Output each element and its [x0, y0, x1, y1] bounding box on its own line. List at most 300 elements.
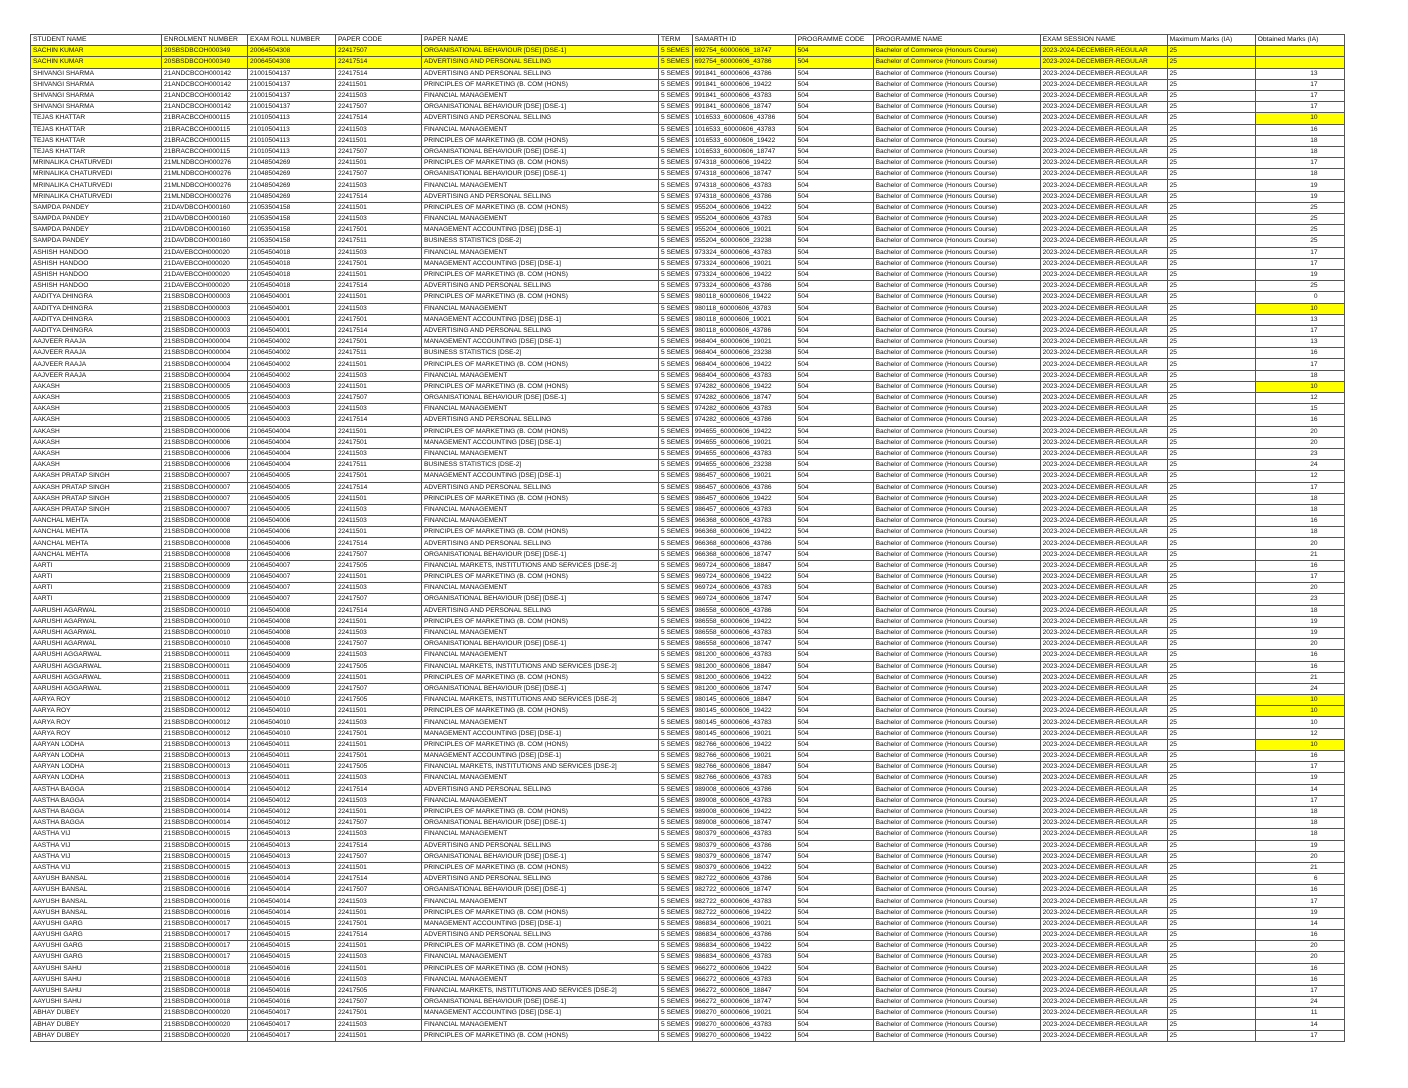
cell-obtained-marks: 17	[1255, 247, 1344, 258]
cell-samarth-id: 974282_60000606_43783	[692, 404, 795, 415]
cell-programme-name: Bachelor of Commerce (Honours Course)	[873, 124, 1040, 135]
cell-exam-roll-number: 21053504158	[248, 214, 336, 225]
cell-samarth-id: 955204_60000606_43783	[692, 214, 795, 225]
cell-enrolment-number: 21SBSDBCOH000012	[162, 695, 248, 706]
cell-paper-name: FINANCIAL MANAGEMENT	[422, 448, 659, 459]
cell-enrolment-number: 21SBSDBCOH000010	[162, 605, 248, 616]
cell-obtained-marks	[1255, 46, 1344, 57]
cell-samarth-id: 692754_60000606_18747	[692, 46, 795, 57]
cell-student-name: TEJAS KHATTAR	[31, 124, 162, 135]
cell-student-name: AAKASH	[31, 404, 162, 415]
cell-enrolment-number: 21SBSDBCOH000006	[162, 426, 248, 437]
cell-term: 5 SEMES	[659, 952, 693, 963]
cell-exam-session-name: 2023-2024-DECEMBER-REGULAR	[1040, 269, 1167, 280]
cell-paper-name: PRINCIPLES OF MARKETING (B. COM (HONS)	[422, 158, 659, 169]
cell-student-name: AARYAN LODHA	[31, 762, 162, 773]
marks-table	[30, 34, 1345, 1042]
cell-student-name: AARUSHI AGARWAL	[31, 639, 162, 650]
cell-programme-code: 504	[795, 415, 873, 426]
cell-maximum-marks: 25	[1167, 426, 1255, 437]
cell-paper-code: 22417507	[336, 102, 422, 113]
cell-programme-code: 504	[795, 325, 873, 336]
cell-paper-name: MANAGEMENT ACCOUNTING [DSE] [DSE-1]	[422, 314, 659, 325]
cell-paper-name: ADVERTISING AND PERSONAL SELLING	[422, 415, 659, 426]
cell-programme-code: 504	[795, 191, 873, 202]
cell-programme-code: 504	[795, 281, 873, 292]
cell-student-name: AAJVEER RAAJA	[31, 370, 162, 381]
cell-term: 5 SEMES	[659, 393, 693, 404]
cell-obtained-marks: 19	[1255, 191, 1344, 202]
cell-programme-code: 504	[795, 68, 873, 79]
cell-obtained-marks: 12	[1255, 471, 1344, 482]
cell-exam-session-name: 2023-2024-DECEMBER-REGULAR	[1040, 952, 1167, 963]
cell-exam-roll-number: 21064504015	[248, 941, 336, 952]
cell-samarth-id: 981200_60000606_18747	[692, 683, 795, 694]
cell-samarth-id: 974318_60000606_18747	[692, 169, 795, 180]
cell-exam-session-name: 2023-2024-DECEMBER-REGULAR	[1040, 404, 1167, 415]
cell-programme-name: Bachelor of Commerce (Honours Course)	[873, 337, 1040, 348]
cell-samarth-id: 994655_60000606_43783	[692, 448, 795, 459]
table-row	[31, 695, 1345, 706]
cell-samarth-id: 974282_60000606_19422	[692, 381, 795, 392]
cell-samarth-id: 989008_60000606_19422	[692, 806, 795, 817]
cell-exam-session-name: 2023-2024-DECEMBER-REGULAR	[1040, 885, 1167, 896]
cell-obtained-marks: 19	[1255, 907, 1344, 918]
cell-maximum-marks: 25	[1167, 818, 1255, 829]
cell-paper-name: ADVERTISING AND PERSONAL SELLING	[422, 57, 659, 68]
cell-paper-name: FINANCIAL MANAGEMENT	[422, 180, 659, 191]
cell-exam-session-name: 2023-2024-DECEMBER-REGULAR	[1040, 191, 1167, 202]
cell-samarth-id: 974282_60000606_18747	[692, 393, 795, 404]
cell-student-name: AADITYA DHINGRA	[31, 292, 162, 303]
cell-enrolment-number: 21SBSDBCOH000009	[162, 560, 248, 571]
cell-paper-name: ADVERTISING AND PERSONAL SELLING	[422, 482, 659, 493]
table-row	[31, 527, 1345, 538]
column-header-enrolment-number: ENROLMENT NUMBER	[162, 35, 248, 46]
cell-term: 5 SEMES	[659, 907, 693, 918]
cell-programme-name: Bachelor of Commerce (Honours Course)	[873, 303, 1040, 314]
cell-programme-name: Bachelor of Commerce (Honours Course)	[873, 795, 1040, 806]
cell-paper-code: 22411503	[336, 627, 422, 638]
cell-programme-name: Bachelor of Commerce (Honours Course)	[873, 258, 1040, 269]
cell-enrolment-number: 21SBSDBCOH000003	[162, 314, 248, 325]
cell-maximum-marks: 25	[1167, 829, 1255, 840]
cell-student-name: AAYUSHI GARG	[31, 930, 162, 941]
table-row	[31, 840, 1345, 851]
cell-obtained-marks: 20	[1255, 639, 1344, 650]
cell-paper-code: 22417514	[336, 784, 422, 795]
cell-samarth-id: 968404_60000606_43783	[692, 370, 795, 381]
column-header-exam-roll-number: EXAM ROLL NUMBER	[248, 35, 336, 46]
cell-obtained-marks: 17	[1255, 762, 1344, 773]
cell-samarth-id: 989008_60000606_18747	[692, 818, 795, 829]
table-row	[31, 874, 1345, 885]
cell-samarth-id: 980379_60000606_18747	[692, 851, 795, 862]
cell-term: 5 SEMES	[659, 169, 693, 180]
cell-obtained-marks: 16	[1255, 885, 1344, 896]
cell-programme-code: 504	[795, 974, 873, 985]
cell-programme-code: 504	[795, 672, 873, 683]
cell-obtained-marks: 10	[1255, 717, 1344, 728]
cell-enrolment-number: 21BRACBCOH000115	[162, 135, 248, 146]
cell-term: 5 SEMES	[659, 616, 693, 627]
cell-maximum-marks: 25	[1167, 281, 1255, 292]
cell-paper-name: FINANCIAL MARKETS, INSTITUTIONS AND SERVICES [DSE-2]	[422, 762, 659, 773]
cell-paper-code: 22417507	[336, 393, 422, 404]
cell-obtained-marks: 18	[1255, 829, 1344, 840]
cell-paper-code: 22417507	[336, 146, 422, 157]
cell-samarth-id: 998270_60000606_43783	[692, 1019, 795, 1030]
cell-enrolment-number: 21SBSDBCOH000005	[162, 393, 248, 404]
cell-programme-code: 504	[795, 169, 873, 180]
cell-student-name: AARYAN LODHA	[31, 751, 162, 762]
table-row	[31, 650, 1345, 661]
cell-programme-name: Bachelor of Commerce (Honours Course)	[873, 102, 1040, 113]
cell-samarth-id: 974318_60000606_19422	[692, 158, 795, 169]
table-row	[31, 941, 1345, 952]
cell-samarth-id: 986834_60000606_19021	[692, 918, 795, 929]
cell-exam-session-name: 2023-2024-DECEMBER-REGULAR	[1040, 806, 1167, 817]
cell-student-name: TEJAS KHATTAR	[31, 146, 162, 157]
cell-exam-session-name: 2023-2024-DECEMBER-REGULAR	[1040, 594, 1167, 605]
cell-paper-name: PRINCIPLES OF MARKETING (B. COM (HONS)	[422, 706, 659, 717]
cell-obtained-marks: 20	[1255, 851, 1344, 862]
cell-term: 5 SEMES	[659, 314, 693, 325]
cell-programme-name: Bachelor of Commerce (Honours Course)	[873, 225, 1040, 236]
cell-maximum-marks: 25	[1167, 471, 1255, 482]
cell-term: 5 SEMES	[659, 448, 693, 459]
table-row	[31, 269, 1345, 280]
cell-samarth-id: 986457_60000606_43786	[692, 482, 795, 493]
cell-student-name: MRINALIKA CHATURVEDI	[31, 180, 162, 191]
cell-obtained-marks: 14	[1255, 1019, 1344, 1030]
cell-student-name: SACHIN KUMAR	[31, 46, 162, 57]
cell-student-name: AARUSHI AGARWAL	[31, 616, 162, 627]
cell-exam-roll-number: 21064504006	[248, 549, 336, 560]
cell-paper-code: 22417514	[336, 68, 422, 79]
cell-programme-name: Bachelor of Commerce (Honours Course)	[873, 79, 1040, 90]
cell-enrolment-number: 21SBSDBCOH000015	[162, 840, 248, 851]
table-row	[31, 560, 1345, 571]
cell-programme-name: Bachelor of Commerce (Honours Course)	[873, 695, 1040, 706]
cell-exam-roll-number: 21048504269	[248, 180, 336, 191]
cell-paper-name: PRINCIPLES OF MARKETING (B. COM (HONS)	[422, 941, 659, 952]
cell-obtained-marks: 16	[1255, 751, 1344, 762]
cell-samarth-id: 981200_60000606_43783	[692, 650, 795, 661]
cell-student-name: SAMPDA PANDEY	[31, 214, 162, 225]
cell-term: 5 SEMES	[659, 516, 693, 527]
cell-paper-name: BUSINESS STATISTICS [DSE-2]	[422, 236, 659, 247]
cell-paper-code: 22417507	[336, 594, 422, 605]
cell-samarth-id: 986558_60000606_43783	[692, 627, 795, 638]
cell-enrolment-number: 21SBSDBCOH000017	[162, 918, 248, 929]
cell-maximum-marks: 25	[1167, 963, 1255, 974]
cell-obtained-marks: 13	[1255, 68, 1344, 79]
cell-samarth-id: 980118_60000606_19422	[692, 292, 795, 303]
cell-paper-code: 22411503	[336, 504, 422, 515]
cell-exam-roll-number: 21064504001	[248, 292, 336, 303]
cell-samarth-id: 966368_60000606_18747	[692, 549, 795, 560]
cell-enrolment-number: 21SBSDBCOH000010	[162, 627, 248, 638]
cell-enrolment-number: 21SBSDBCOH000015	[162, 829, 248, 840]
cell-programme-code: 504	[795, 661, 873, 672]
cell-programme-code: 504	[795, 381, 873, 392]
cell-exam-session-name: 2023-2024-DECEMBER-REGULAR	[1040, 225, 1167, 236]
cell-exam-session-name: 2023-2024-DECEMBER-REGULAR	[1040, 795, 1167, 806]
cell-programme-name: Bachelor of Commerce (Honours Course)	[873, 191, 1040, 202]
cell-samarth-id: 973324_60000606_19021	[692, 258, 795, 269]
cell-exam-session-name: 2023-2024-DECEMBER-REGULAR	[1040, 717, 1167, 728]
cell-programme-name: Bachelor of Commerce (Honours Course)	[873, 415, 1040, 426]
cell-term: 5 SEMES	[659, 918, 693, 929]
cell-programme-code: 504	[795, 303, 873, 314]
cell-maximum-marks: 25	[1167, 57, 1255, 68]
cell-student-name: AAYUSHI GARG	[31, 952, 162, 963]
cell-term: 5 SEMES	[659, 605, 693, 616]
cell-obtained-marks: 18	[1255, 605, 1344, 616]
cell-samarth-id: 986457_60000606_43783	[692, 504, 795, 515]
cell-maximum-marks: 25	[1167, 538, 1255, 549]
cell-obtained-marks: 20	[1255, 583, 1344, 594]
cell-paper-code: 22411501	[336, 158, 422, 169]
cell-paper-name: MANAGEMENT ACCOUNTING [DSE] [DSE-1]	[422, 751, 659, 762]
cell-student-name: AASTHA VIJ	[31, 851, 162, 862]
cell-samarth-id: 955204_60000606_19021	[692, 225, 795, 236]
cell-maximum-marks: 25	[1167, 325, 1255, 336]
cell-term: 5 SEMES	[659, 527, 693, 538]
cell-maximum-marks: 25	[1167, 952, 1255, 963]
cell-student-name: AARYAN LODHA	[31, 739, 162, 750]
cell-paper-name: PRINCIPLES OF MARKETING (B. COM (HONS)	[422, 135, 659, 146]
cell-student-name: AANCHAL MEHTA	[31, 527, 162, 538]
cell-programme-code: 504	[795, 448, 873, 459]
cell-term: 5 SEMES	[659, 583, 693, 594]
cell-term: 5 SEMES	[659, 896, 693, 907]
cell-obtained-marks: 19	[1255, 180, 1344, 191]
cell-samarth-id: 980145_60000606_43783	[692, 717, 795, 728]
cell-exam-roll-number: 21048504269	[248, 191, 336, 202]
cell-term: 5 SEMES	[659, 381, 693, 392]
cell-student-name: AAKASH PRATAP SINGH	[31, 493, 162, 504]
cell-exam-roll-number: 20064504308	[248, 57, 336, 68]
cell-enrolment-number: 21SBSDBCOH000020	[162, 1008, 248, 1019]
cell-maximum-marks: 25	[1167, 404, 1255, 415]
cell-maximum-marks: 25	[1167, 560, 1255, 571]
cell-enrolment-number: 21SBSDBCOH000012	[162, 706, 248, 717]
cell-maximum-marks: 25	[1167, 706, 1255, 717]
cell-maximum-marks: 25	[1167, 504, 1255, 515]
cell-student-name: AAYUSH BANSAL	[31, 874, 162, 885]
cell-exam-roll-number: 21064504014	[248, 907, 336, 918]
table-row	[31, 135, 1345, 146]
cell-student-name: ABHAY DUBEY	[31, 1030, 162, 1041]
cell-paper-code: 22417501	[336, 751, 422, 762]
cell-exam-session-name: 2023-2024-DECEMBER-REGULAR	[1040, 941, 1167, 952]
cell-exam-roll-number: 21064504001	[248, 314, 336, 325]
cell-maximum-marks: 25	[1167, 1030, 1255, 1041]
cell-paper-name: FINANCIAL MARKETS, INSTITUTIONS AND SERVICES [DSE-2]	[422, 560, 659, 571]
cell-programme-name: Bachelor of Commerce (Honours Course)	[873, 751, 1040, 762]
cell-paper-code: 22417507	[336, 885, 422, 896]
cell-programme-name: Bachelor of Commerce (Honours Course)	[873, 247, 1040, 258]
cell-student-name: AARUSHI AGGARWAL	[31, 672, 162, 683]
cell-enrolment-number: 21MLNDBCOH000276	[162, 169, 248, 180]
cell-exam-roll-number: 21064504005	[248, 493, 336, 504]
cell-samarth-id: 968404_60000606_19422	[692, 359, 795, 370]
cell-paper-code: 22417501	[336, 1008, 422, 1019]
cell-obtained-marks: 21	[1255, 862, 1344, 873]
cell-enrolment-number: 21SBSDBCOH000014	[162, 784, 248, 795]
cell-paper-name: ORGANISATIONAL BEHAVIOUR [DSE] [DSE-1]	[422, 102, 659, 113]
cell-programme-code: 504	[795, 840, 873, 851]
cell-exam-session-name: 2023-2024-DECEMBER-REGULAR	[1040, 560, 1167, 571]
cell-obtained-marks: 16	[1255, 963, 1344, 974]
cell-programme-code: 504	[795, 952, 873, 963]
cell-maximum-marks: 25	[1167, 583, 1255, 594]
cell-programme-name: Bachelor of Commerce (Honours Course)	[873, 930, 1040, 941]
cell-term: 5 SEMES	[659, 560, 693, 571]
table-row	[31, 795, 1345, 806]
cell-enrolment-number: 21DAVDBCOH000160	[162, 214, 248, 225]
cell-programme-name: Bachelor of Commerce (Honours Course)	[873, 393, 1040, 404]
cell-enrolment-number: 21SBSDBCOH000006	[162, 460, 248, 471]
table-row	[31, 471, 1345, 482]
cell-samarth-id: 966272_60000606_18847	[692, 985, 795, 996]
cell-programme-code: 504	[795, 516, 873, 527]
cell-obtained-marks: 18	[1255, 493, 1344, 504]
cell-exam-roll-number: 21064504006	[248, 538, 336, 549]
cell-term: 5 SEMES	[659, 146, 693, 157]
cell-exam-session-name: 2023-2024-DECEMBER-REGULAR	[1040, 784, 1167, 795]
cell-paper-code: 22417511	[336, 348, 422, 359]
cell-programme-name: Bachelor of Commerce (Honours Course)	[873, 885, 1040, 896]
table-row	[31, 974, 1345, 985]
cell-paper-code: 22411501	[336, 672, 422, 683]
cell-programme-code: 504	[795, 225, 873, 236]
cell-term: 5 SEMES	[659, 135, 693, 146]
cell-exam-session-name: 2023-2024-DECEMBER-REGULAR	[1040, 493, 1167, 504]
cell-maximum-marks: 25	[1167, 303, 1255, 314]
cell-enrolment-number: 21SBSDBCOH000005	[162, 404, 248, 415]
cell-term: 5 SEMES	[659, 348, 693, 359]
table-row	[31, 773, 1345, 784]
cell-programme-code: 504	[795, 806, 873, 817]
cell-paper-name: ADVERTISING AND PERSONAL SELLING	[422, 930, 659, 941]
cell-programme-code: 504	[795, 795, 873, 806]
cell-exam-roll-number: 21064504011	[248, 762, 336, 773]
cell-programme-name: Bachelor of Commerce (Honours Course)	[873, 806, 1040, 817]
cell-samarth-id: 692754_60000606_43786	[692, 57, 795, 68]
cell-enrolment-number: 21SBSDBCOH000016	[162, 896, 248, 907]
cell-exam-roll-number: 21064504012	[248, 784, 336, 795]
cell-samarth-id: 982766_60000606_19422	[692, 739, 795, 750]
cell-exam-session-name: 2023-2024-DECEMBER-REGULAR	[1040, 460, 1167, 471]
cell-programme-name: Bachelor of Commerce (Honours Course)	[873, 158, 1040, 169]
cell-exam-roll-number: 21064504008	[248, 639, 336, 650]
cell-paper-code: 22417501	[336, 471, 422, 482]
cell-exam-roll-number: 21064504016	[248, 974, 336, 985]
cell-paper-name: FINANCIAL MARKETS, INSTITUTIONS AND SERVICES [DSE-2]	[422, 985, 659, 996]
cell-term: 5 SEMES	[659, 784, 693, 795]
cell-term: 5 SEMES	[659, 214, 693, 225]
table-row	[31, 717, 1345, 728]
cell-exam-session-name: 2023-2024-DECEMBER-REGULAR	[1040, 381, 1167, 392]
cell-enrolment-number: 21BRACBCOH000115	[162, 146, 248, 157]
cell-exam-session-name: 2023-2024-DECEMBER-REGULAR	[1040, 90, 1167, 101]
cell-programme-code: 504	[795, 236, 873, 247]
cell-student-name: AAYUSH BANSAL	[31, 885, 162, 896]
table-row	[31, 482, 1345, 493]
cell-enrolment-number: 21ANDCBCOH000142	[162, 79, 248, 90]
cell-paper-code: 22411501	[336, 79, 422, 90]
cell-enrolment-number: 21SBSDBCOH000017	[162, 952, 248, 963]
cell-programme-code: 504	[795, 493, 873, 504]
cell-enrolment-number: 21SBSDBCOH000013	[162, 762, 248, 773]
table-row	[31, 236, 1345, 247]
cell-obtained-marks: 25	[1255, 225, 1344, 236]
cell-term: 5 SEMES	[659, 728, 693, 739]
cell-maximum-marks: 25	[1167, 639, 1255, 650]
cell-exam-session-name: 2023-2024-DECEMBER-REGULAR	[1040, 247, 1167, 258]
cell-programme-code: 504	[795, 997, 873, 1008]
cell-obtained-marks: 20	[1255, 538, 1344, 549]
table-row	[31, 415, 1345, 426]
cell-programme-code: 504	[795, 180, 873, 191]
cell-paper-code: 22411503	[336, 1019, 422, 1030]
cell-enrolment-number: 21SBSDBCOH000020	[162, 1019, 248, 1030]
cell-exam-session-name: 2023-2024-DECEMBER-REGULAR	[1040, 314, 1167, 325]
cell-exam-session-name: 2023-2024-DECEMBER-REGULAR	[1040, 426, 1167, 437]
cell-maximum-marks: 25	[1167, 840, 1255, 851]
cell-term: 5 SEMES	[659, 862, 693, 873]
cell-student-name: MRINALIKA CHATURVEDI	[31, 158, 162, 169]
cell-enrolment-number: 21SBSDBCOH000018	[162, 997, 248, 1008]
cell-paper-code: 22417507	[336, 639, 422, 650]
cell-obtained-marks: 21	[1255, 549, 1344, 560]
cell-paper-code: 22411503	[336, 214, 422, 225]
cell-paper-name: PRINCIPLES OF MARKETING (B. COM (HONS)	[422, 806, 659, 817]
cell-term: 5 SEMES	[659, 930, 693, 941]
cell-exam-roll-number: 21053504158	[248, 225, 336, 236]
cell-obtained-marks: 18	[1255, 169, 1344, 180]
cell-exam-session-name: 2023-2024-DECEMBER-REGULAR	[1040, 997, 1167, 1008]
cell-exam-roll-number: 21064504005	[248, 504, 336, 515]
cell-obtained-marks: 25	[1255, 214, 1344, 225]
cell-paper-code: 22417507	[336, 851, 422, 862]
cell-samarth-id: 982722_60000606_19422	[692, 907, 795, 918]
cell-samarth-id: 1016533_60000606_43786	[692, 113, 795, 124]
cell-maximum-marks: 25	[1167, 974, 1255, 985]
cell-term: 5 SEMES	[659, 639, 693, 650]
cell-programme-code: 504	[795, 851, 873, 862]
cell-enrolment-number: 21SBSDBCOH000015	[162, 851, 248, 862]
cell-student-name: AAKASH	[31, 381, 162, 392]
cell-obtained-marks: 17	[1255, 572, 1344, 583]
cell-paper-code: 22417501	[336, 918, 422, 929]
cell-term: 5 SEMES	[659, 337, 693, 348]
cell-paper-name: ORGANISATIONAL BEHAVIOUR [DSE] [DSE-1]	[422, 393, 659, 404]
cell-programme-name: Bachelor of Commerce (Honours Course)	[873, 146, 1040, 157]
cell-obtained-marks: 25	[1255, 281, 1344, 292]
cell-programme-code: 504	[795, 874, 873, 885]
table-row	[31, 113, 1345, 124]
cell-student-name: MRINALIKA CHATURVEDI	[31, 191, 162, 202]
cell-samarth-id: 966368_60000606_43786	[692, 538, 795, 549]
cell-maximum-marks: 25	[1167, 225, 1255, 236]
cell-paper-name: FINANCIAL MARKETS, INSTITUTIONS AND SERVICES [DSE-2]	[422, 695, 659, 706]
cell-enrolment-number: 21SBSDBCOH000008	[162, 549, 248, 560]
cell-obtained-marks: 20	[1255, 941, 1344, 952]
